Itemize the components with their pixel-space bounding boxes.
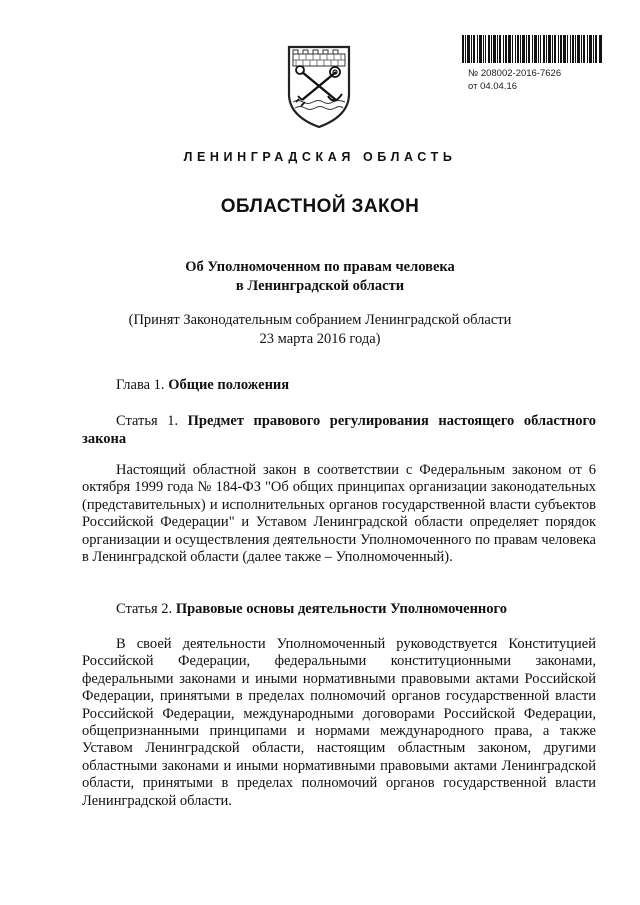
article-2-title: Правовые основы деятельности Уполномоченного — [175, 601, 507, 617]
article-1-text: Настоящий областной закон в соответствии с Федеральным законом от 6 октября 1999 года № 184-ФЗ "Об общих принципах организации законодательных (представительных) и исполнительных органов государственной власти субъектов Российской Федерации" и Уставом Ленинградской области определяет порядок организации и осуществления деятельности Уполномоченного по правам человека в Ленинградской области (далее также – Уполномоченный). — [82, 462, 596, 566]
adoption-note — [0, 311, 640, 349]
law-title — [0, 258, 640, 296]
region-name: ЛЕНИНГРАДСКАЯ ОБЛАСТЬ — [183, 150, 457, 164]
article-2-text: В своей деятельности Уполномоченный руководствуется Конституцией Российской Федерации, федеральными конституционными законами, федеральными законами и иными нормативными правовыми актами Российской Федерации, принятыми в пределах полномочий органов государственной власти Российской Федерации, международными договорами Российской Федерации, общепризнанными принципами и нормами международного права, а также Уставом Ленинградской области, настоящим областным законом, другими областными законами и иными нормативными правовыми актами Ленинградской области, принятыми в пределах полномочий органов государственной власти Ленинградской области. — [82, 636, 596, 809]
coat-of-arms-icon — [286, 44, 352, 130]
chapter-prefix: Глава 1. — [116, 377, 165, 393]
adoption-note-line-2: 23 марта 2016 года) — [259, 331, 381, 347]
article-1-title: Предмет правового регулирования настоящего областного закона — [82, 413, 596, 447]
article-1-prefix: Статья 1. — [116, 413, 179, 429]
registration-date: от 04.04.16 — [468, 81, 518, 92]
article-2-heading — [116, 601, 507, 618]
law-title-line-2: в Ленинградской области — [235, 278, 405, 294]
chapter-1-heading — [116, 377, 289, 394]
article-2-prefix: Статья 2. — [116, 601, 173, 617]
chapter-title: Общие положения — [168, 377, 290, 393]
law-title-line-1: Об Уполномоченном по правам человека — [185, 259, 455, 275]
article-1-heading — [82, 412, 596, 448]
law-kind-heading: ОБЛАСТНОЙ ЗАКОН — [220, 196, 420, 217]
adoption-note-line-1: (Принят Законодательным собранием Ленинградской области — [128, 312, 512, 328]
barcode-icon — [462, 35, 602, 63]
registration-number: № 208002-2016-7626 — [468, 68, 562, 79]
